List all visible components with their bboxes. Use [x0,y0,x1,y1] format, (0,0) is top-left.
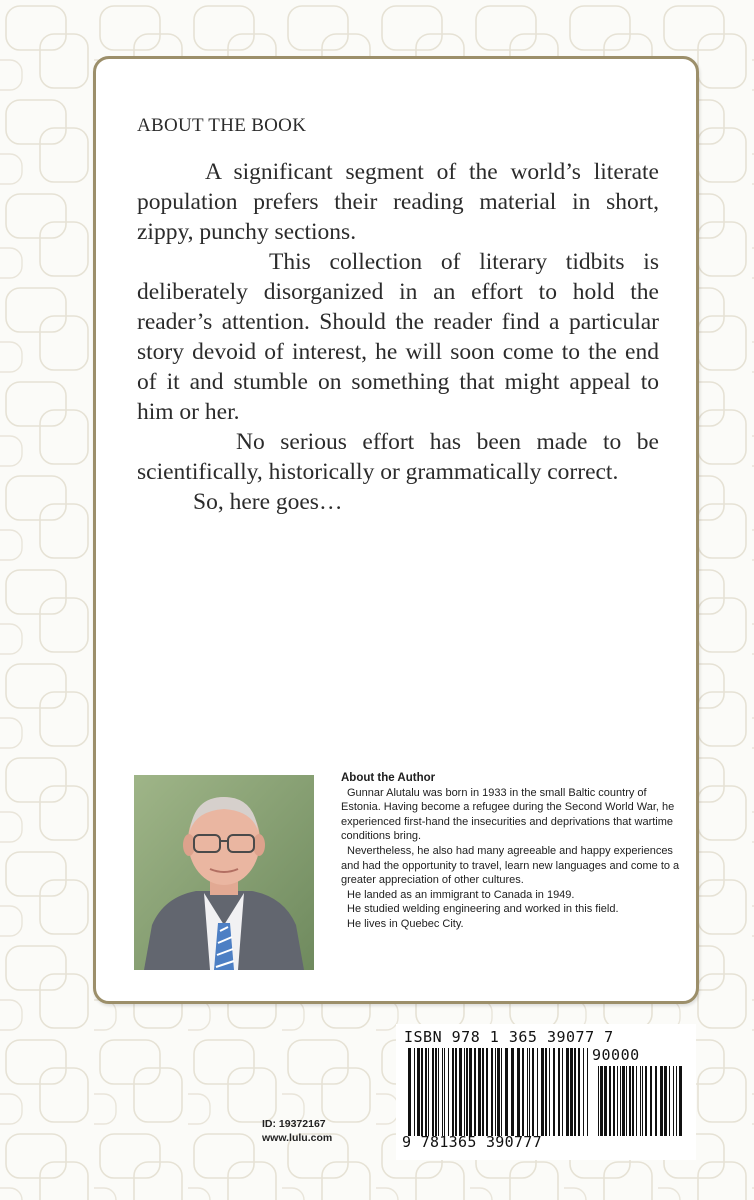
addon-digits: 90000 [592,1046,640,1064]
book-paragraph: No serious effort has been made to be scientifically, historically or grammatically correct. [137,429,659,485]
barcode-bar [617,1066,618,1136]
barcode-bar [673,1066,674,1136]
book-paragraph: This collection of literary tidbits is deliberately disorganized in an effort to hold the reader’s attention. Should the reader find a particular story devoid of interest, he will soon come to the end of it and stumble on something that might appeal to him or her. [137,249,659,425]
barcode-bar [642,1066,643,1136]
barcode-bar [629,1066,631,1136]
barcode-bar [517,1048,520,1136]
barcode-bar [640,1066,641,1136]
about-author-block [341,771,681,932]
barcode-bar [522,1048,524,1136]
barcode-bar [558,1048,560,1136]
barcode-bar [583,1048,584,1136]
book-paragraph: So, here goes… [193,489,343,515]
barcode-bar [587,1048,588,1136]
author-photo [134,775,314,970]
about-book-text [137,157,659,517]
barcode-bar [532,1048,534,1136]
barcode-bar [421,1048,423,1136]
barcode-bar [474,1048,476,1136]
barcode-bar [428,1048,429,1136]
barcode-bar [620,1066,621,1136]
barcode-bar [469,1048,472,1136]
about-author-title: About the Author [341,772,436,784]
publisher-url: www.lulu.com [262,1132,333,1144]
barcode-bar [632,1066,634,1136]
barcode-bar [600,1066,603,1136]
barcode-bar [464,1048,465,1136]
author-paragraph: Nevertheless, he also had many agreeable and happy experiences and had the opportunity to travel, learn new languages and come to a greater appreciation of other cultures. [341,844,680,887]
barcode-bar [622,1066,625,1136]
barcode-bar [491,1048,493,1136]
barcode-bar [478,1048,481,1136]
isbn-barcode [396,1024,696,1160]
barcode-bar [432,1048,434,1136]
barcode-bar [645,1066,647,1136]
barcode-bar [570,1048,573,1136]
barcode-bar [417,1048,420,1136]
author-paragraph: He lives in Quebec City. [347,917,464,930]
author-paragraph: He landed as an immigrant to Canada in 1949. [347,888,575,901]
barcode-bar [448,1048,449,1136]
author-paragraph: He studied welding engineering and worked in this field. [347,903,619,916]
barcode-bar [486,1048,488,1136]
barcode-bar [501,1048,502,1136]
barcode-bar [414,1048,415,1136]
publisher-id: ID: 19372167 [262,1118,326,1130]
barcode-bar [609,1066,611,1136]
barcode-bar [438,1048,439,1136]
barcode-bar [650,1066,652,1136]
barcode-bar [466,1048,468,1136]
barcode-bar [444,1048,445,1136]
book-info-panel [93,56,699,1004]
barcode-bar [553,1048,555,1136]
barcode-bar [529,1048,530,1136]
barcode-bar [452,1048,454,1136]
barcode-bar [626,1066,627,1136]
barcode-bar [676,1066,677,1136]
barcode-bar [527,1048,528,1136]
barcode-bar [541,1048,544,1136]
about-book-heading: ABOUT THE BOOK [137,115,307,136]
barcode-bar [578,1048,580,1136]
barcode-bar [455,1048,457,1136]
barcode-bar [566,1048,569,1136]
book-paragraph: A significant segment of the world’s literate population prefers their reading material in short, zippy, punchy sections. [137,159,659,245]
ean-digits: 9 781365 390777 [402,1133,542,1151]
barcode-bar [669,1066,670,1136]
barcode-bar [459,1048,462,1136]
barcode-bar [408,1048,411,1136]
barcode-bar [660,1066,663,1136]
barcode-bar [511,1048,514,1136]
barcode-bar [482,1048,484,1136]
addon-barcode-bars [598,1066,688,1136]
barcode-bar [495,1048,496,1136]
barcode-bar [497,1048,500,1136]
barcode-bar [549,1048,550,1136]
barcode-bar [613,1066,615,1136]
barcode-bar [598,1066,599,1136]
author-paragraph: Gunnar Alutalu was born in 1933 in the small Baltic country of Estonia. Having become a refugee during the Second World War, he experienced first-hand the insecurities and deprivations that wartime conditions bring. [341,786,675,843]
barcode-bar [435,1048,437,1136]
barcode-bar [562,1048,563,1136]
barcode-bar [505,1048,508,1136]
barcode-bar [537,1048,538,1136]
barcode-bar [604,1066,607,1136]
barcode-bar [664,1066,667,1136]
barcode-bar [574,1048,576,1136]
barcode-bar [425,1048,427,1136]
publisher-info [262,1117,332,1145]
barcode-bar [679,1066,682,1136]
isbn-text: ISBN 978 1 365 39077 7 [404,1028,614,1046]
barcode-bar [442,1048,443,1136]
barcode-bar [655,1066,657,1136]
barcode-bar [636,1066,637,1136]
barcode-bar [545,1048,547,1136]
barcode-bars [408,1048,594,1136]
